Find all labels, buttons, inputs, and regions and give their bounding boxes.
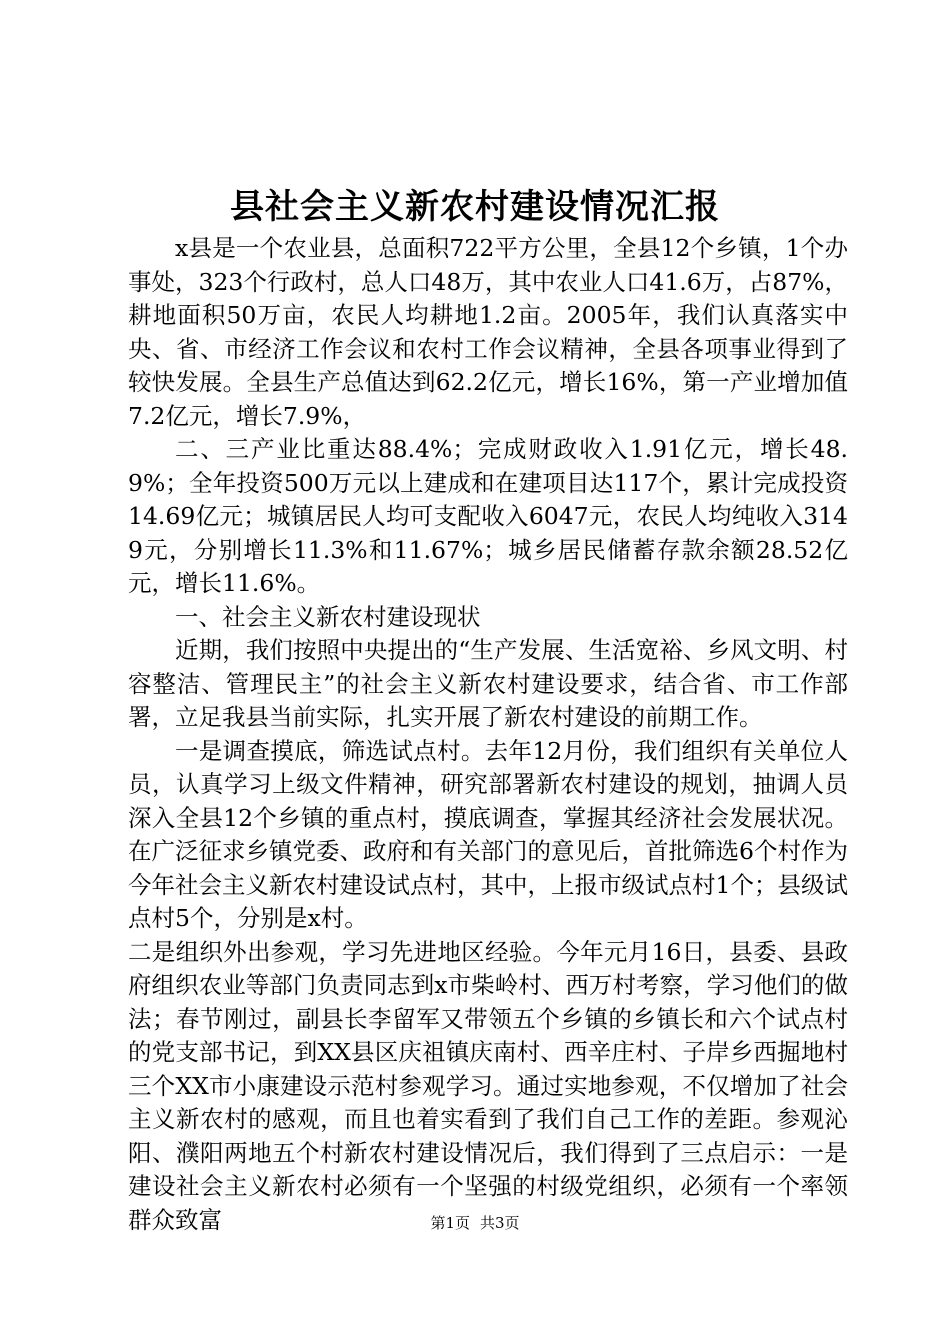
- page-footer: [0, 1213, 950, 1233]
- paragraph-overview: x县是一个农业县，总面积722平方公里，全县12个乡镇，1个办事处，323个行政村，总人口48万，其中农业人口41.6万，占87%，耕地面积50万亩，农民人均耕地1.2亩。2005年，我们认真落实中央、省、市经济工作会议和农村工作会议精神，全县各项事业得到了较快发展。全县生产总值达到62.2亿元，增长16%，第一产业增加值7.2亿元，增长7.9%，: [128, 234, 848, 430]
- paragraph-economy: 二、三产业比重达88.4%；完成财政收入1.91亿元，增长48.9%；全年投资500万元以上建成和在建项目达117个，累计完成投资14.69亿元；城镇居民人均可支配收入6047元，农民人均纯收入3149元，分别增长11.3%和11.67%；城乡居民储蓄存款余额28.52亿元，增长11.6%。: [128, 435, 848, 597]
- document-body: [128, 232, 848, 1237]
- section-heading-status: 一、社会主义新农村建设现状: [175, 602, 481, 631]
- document-title: 县社会主义新农村建设情况汇报: [230, 187, 720, 227]
- paragraph-survey: 一是调查摸底，筛选试点村。去年12月份，我们组织有关单位人员，认真学习上级文件精神，研究部署新农村建设的规划，抽调人员深入全县12个乡镇的重点村，摸底调查，掌握其经济社会发展状况。在广泛征求乡镇党委、政府和有关部门的意见后，首批筛选6个村作为今年社会主义新农村建设试点村，其中，上报市级试点村1个；县级试点村5个，分别是x村。: [128, 736, 848, 932]
- paragraph-visit: 二是组织外出参观，学习先进地区经验。今年元月16日，县委、县政府组织农业等部门负责同志到x市柴岭村、西万村考察，学习他们的做法；春节刚过，副县长李留军又带领五个乡镇的乡镇长和六个试点村的党支部书记，到XX县区庆祖镇庆南村、西辛庄村、子岸乡西掘地村三个XX市小康建设示范村参观学习。通过实地参观，不仅增加了社会主义新农村的感观，而且也着实看到了我们自己工作的差距。参观沁阳、濮阳两地五个村新农村建设情况后，我们得到了三点启示：一是建设社会主义新农村必须有一个坚强的村级党组织，必须有一个率领群众致富: [128, 937, 848, 1234]
- page-number: 第1页: [430, 1214, 470, 1232]
- page-total: 共3页: [480, 1214, 520, 1232]
- paragraph-recent-work: 近期，我们按照中央提出的“生产发展、生活宽裕、乡风文明、村容整洁、管理民主”的社会主义新农村建设要求，结合省、市工作部署，立足我县当前实际，扎实开展了新农村建设的前期工作。: [128, 636, 848, 731]
